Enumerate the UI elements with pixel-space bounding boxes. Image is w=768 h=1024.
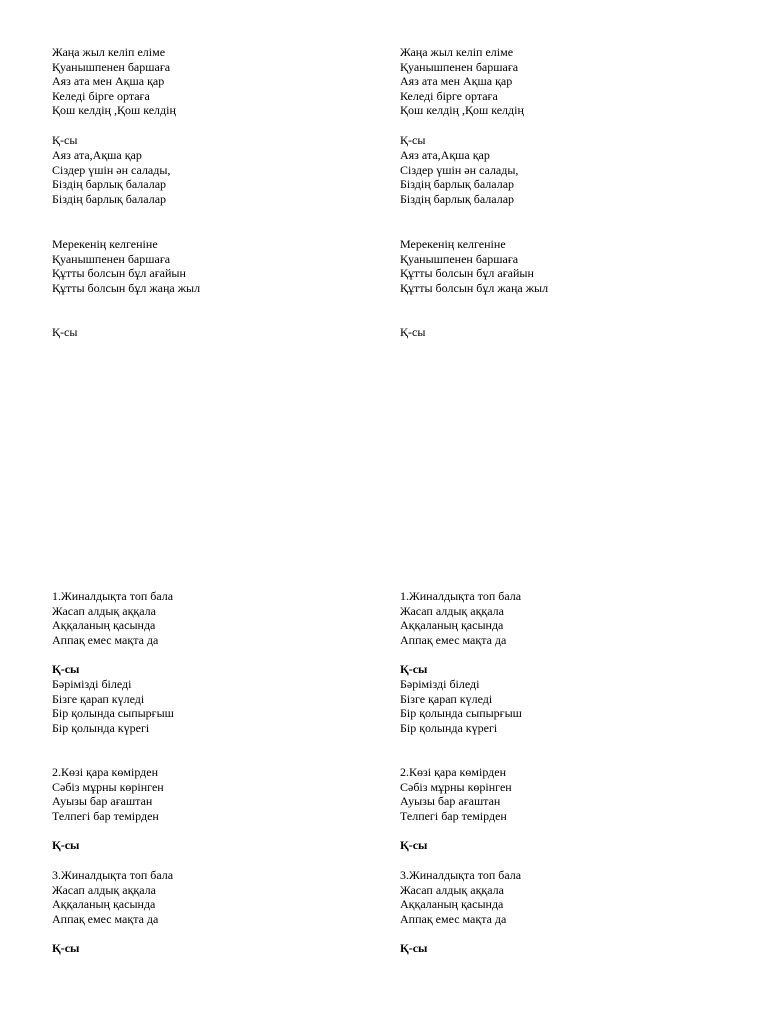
lyric-line: Аққаланың қасында — [400, 618, 504, 633]
lyric-line: Жасап алдық аққала — [400, 603, 504, 618]
lyric-line: Бір қолында күрегі — [52, 720, 150, 735]
lyric-line: 2.Көзі қара көмірден — [400, 765, 507, 779]
lyric-line: Бәрімізді біледі — [52, 677, 132, 691]
chorus-label: Қ-сы — [400, 325, 426, 339]
lyric-line: Қош келдің ,Қош келдің — [52, 103, 176, 118]
lyric-line: Бір қолында күрегі — [400, 720, 498, 735]
lyric-line: Қош келдің ,Қош келдің — [400, 103, 524, 118]
lyric-line: Аққаланың қасында — [52, 618, 156, 633]
lyric-line: 1.Жиналдықта топ бала — [400, 589, 522, 603]
lyric-line: Телпегі бар темірден — [52, 808, 159, 823]
lyric-line: Бір қолында сыпырғыш — [400, 706, 522, 721]
lyric-line: Қуанышпенен баршаға — [52, 59, 171, 74]
lyric-line: Аппақ емес мақта да — [52, 632, 159, 647]
chorus-label: Қ-сы — [52, 941, 80, 955]
lyric-line: Сіздер үшін ән салады, — [400, 162, 519, 177]
chorus-label: Қ-сы — [52, 838, 80, 852]
lyric-line: Бізге қарап күледі — [52, 691, 145, 706]
lyric-line: Сәбіз мұрны көрінген — [400, 779, 512, 794]
lyric-line: Жасап алдық аққала — [400, 882, 504, 897]
lyric-line: Жаңа жыл келіп еліме — [400, 45, 514, 59]
lyric-line: Аппақ емес мақта да — [400, 911, 507, 926]
lyric-line: Жасап алдық аққала — [52, 882, 156, 897]
lyric-line: Қуанышпенен баршаға — [400, 251, 519, 266]
lyric-line: Аяз ата мен Ақша қар — [400, 74, 513, 89]
lyric-line: Бәрімізді біледі — [400, 677, 480, 691]
lyric-line: Біздің барлық балалар — [400, 191, 515, 206]
lyric-line: Бір қолында сыпырғыш — [52, 706, 174, 721]
lyric-line: Мерекенің келгеніне — [400, 237, 506, 251]
lyric-line: 3.Жиналдықта топ бала — [52, 868, 174, 882]
lyric-line: Аяз ата,Ақша қар — [400, 148, 490, 162]
lyric-line: Біздің барлық балалар — [52, 191, 167, 206]
lyric-line: Келеді бірге ортаға — [400, 88, 498, 103]
lyric-line: Аппақ емес мақта да — [400, 632, 507, 647]
lyric-line: Сіздер үшін ән салады, — [52, 162, 171, 177]
lyric-line: Құтты болсын бұл жаңа жыл — [52, 280, 201, 295]
lyric-line: 1.Жиналдықта топ бала — [52, 589, 174, 603]
lyric-line: Аққаланың қасында — [400, 897, 504, 912]
lyric-line: Құтты болсын бұл жаңа жыл — [400, 280, 549, 295]
lyric-line: Телпегі бар темірден — [400, 808, 507, 823]
chorus-label: Қ-сы — [52, 133, 78, 147]
chorus-label: Қ-сы — [400, 838, 428, 852]
lyric-line: Келеді бірге ортаға — [52, 88, 150, 103]
lyric-line: Бізге қарап күледі — [400, 691, 493, 706]
chorus-label: Қ-сы — [400, 662, 428, 676]
lyric-line: Аяз ата,Ақша қар — [52, 148, 142, 162]
chorus-label: Қ-сы — [52, 662, 80, 676]
chorus-label: Қ-сы — [400, 941, 428, 955]
chorus-label: Қ-сы — [52, 325, 78, 339]
lyric-line: Сәбіз мұрны көрінген — [52, 779, 164, 794]
lyric-line: Мерекенің келгеніне — [52, 237, 158, 251]
lyric-line: Құтты болсын бұл ағайын — [400, 266, 534, 281]
lyric-line: Қуанышпенен баршаға — [52, 251, 171, 266]
lyric-line: Аққаланың қасында — [52, 897, 156, 912]
lyric-line: Жаңа жыл келіп еліме — [52, 45, 166, 59]
lyric-line: Аппақ емес мақта да — [52, 911, 159, 926]
lyric-line: 3.Жиналдықта топ бала — [400, 868, 522, 882]
lyric-line: Ауызы бар ағаштан — [400, 794, 501, 809]
lyric-line: Біздің барлық балалар — [400, 177, 515, 192]
lyric-line: Ауызы бар ағаштан — [52, 794, 153, 809]
lyric-line: Құтты болсын бұл ағайын — [52, 266, 186, 281]
lyric-line: Қуанышпенен баршаға — [400, 59, 519, 74]
lyric-line: Біздің барлық балалар — [52, 177, 167, 192]
chorus-label: Қ-сы — [400, 133, 426, 147]
lyric-line: 2.Көзі қара көмірден — [52, 765, 159, 779]
lyric-line: Аяз ата мен Ақша қар — [52, 74, 165, 89]
lyric-line: Жасап алдық аққала — [52, 603, 156, 618]
